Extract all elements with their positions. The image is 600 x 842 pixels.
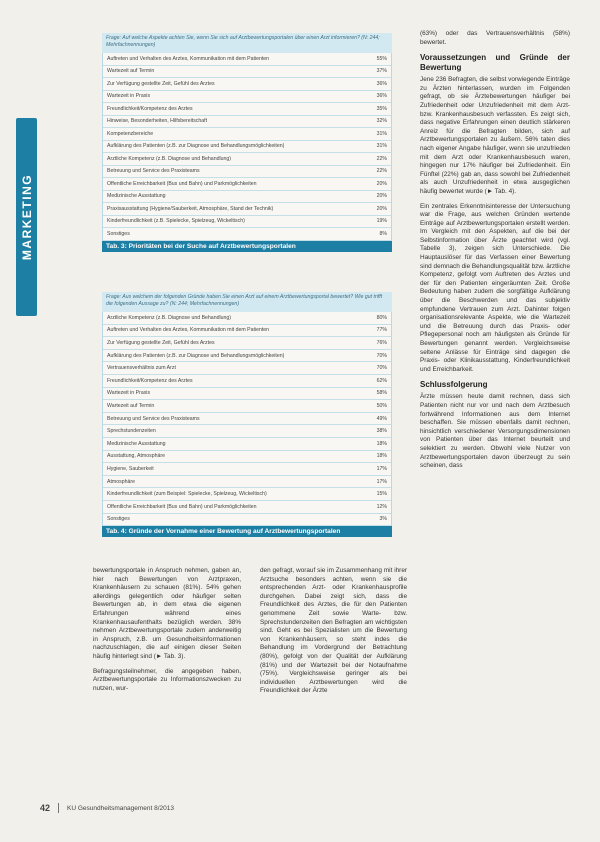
row-value: 70% (376, 352, 387, 359)
row-value: 31% (376, 143, 387, 150)
row-value: 22% (376, 155, 387, 162)
row-value: 37% (376, 68, 387, 75)
table-row (103, 325, 391, 338)
table-4-caption: Tab. 4: Gründe der Vornahme einer Bewertung auf Arztbewertungsportalen (102, 526, 392, 537)
row-label: Wartezeit auf Termin (107, 402, 155, 409)
row-label: Medizinische Ausstattung (107, 440, 166, 447)
row-label: Aufklärung des Patienten (z.B. zur Diagnose und Behandlungsmöglichkeiten) (107, 352, 285, 359)
row-value: 36% (376, 80, 387, 87)
page-footer (40, 803, 174, 813)
row-value: 76% (376, 339, 387, 346)
row-label: Betreuung und Service des Praxisteams (107, 415, 200, 422)
body-column-1 (93, 567, 241, 699)
row-label: Sonstiges (107, 516, 130, 523)
row-value: 62% (376, 377, 387, 384)
page-number: 42 (40, 803, 51, 813)
row-label: Zur Verfügung gestellte Zeit, Gefühl des Arztes (107, 339, 215, 346)
table-row (103, 438, 391, 451)
table-row (103, 463, 391, 476)
table-row (103, 178, 391, 191)
table-4-rows (102, 312, 392, 526)
journal-name: KU Gesundheitsmanagement 8/2013 (67, 804, 174, 812)
table-row (103, 501, 391, 514)
table-row (103, 400, 391, 413)
body-column-2 (260, 567, 407, 702)
table-row (103, 153, 391, 166)
table-3-caption: Tab. 3: Prioritäten bei der Suche auf Arztbewertungsportalen (102, 241, 392, 252)
row-value: 35% (376, 105, 387, 112)
row-label: Betreuung und Service des Praxisteams (107, 168, 200, 175)
table-row (103, 337, 391, 350)
paragraph: (63%) oder das Vertrauensverhältnis (58%) bewertet. (420, 30, 570, 46)
table-row (103, 362, 391, 375)
table-row (103, 388, 391, 401)
row-value: 20% (376, 205, 387, 212)
row-label: Ausstattung, Atmosphäre (107, 453, 165, 460)
section-tab (16, 118, 37, 316)
row-value: 77% (376, 327, 387, 334)
row-value: 12% (376, 503, 387, 510)
row-value: 19% (376, 218, 387, 225)
row-label: Sonstiges (107, 230, 130, 237)
table-row (103, 128, 391, 141)
row-label: Atmosphäre (107, 478, 135, 485)
row-label: Medizinische Ausstattung (107, 193, 166, 200)
table-row (103, 53, 391, 66)
paragraph: Befragungsteilnehmer, die angegeben haben, Arztbewertungsportale zu Informationszwecken zu nutzen, wur- (93, 667, 241, 692)
table-row (103, 216, 391, 229)
table-3-rows (102, 53, 392, 241)
table-row (103, 116, 391, 129)
table-row (103, 476, 391, 489)
row-label: Sprechstundenzeiten (107, 428, 156, 435)
row-label: Wartezeit in Praxis (107, 93, 151, 100)
row-value: 36% (376, 93, 387, 100)
row-label: Aufklärung des Patienten (z.B. zur Diagnose und Behandlungsmöglichkeiten) (107, 143, 285, 150)
paragraph: bewertungsportale in Anspruch nehmen, gaben an, hier nach Bewertungen von Arztpraxen, Krankenhäusern zu schauen (81%). 54% gehen allerdings gelegentlich oder häufiger selten Bewertungen ab, in dem etwa die eigenen Erfahrungen während eines Krankenhausaufenthalts bezüglich werden. 38% nehmen Arztbewertungsportale zudem anderweitig in Anspruch, z.B. um Gesundheitsinformationen nachzuschlagen, die auf einigen dieser Seiten häufig hinterlegt sind (► Tab. 3). (93, 567, 241, 660)
table-row (103, 375, 391, 388)
table-row (103, 451, 391, 464)
paragraph: Ein zentrales Erkenntnisinteresse der Untersuchung war die Frage, aus welchen Gründen wertende Einträge auf Arztbewertungsportalen erstellt werden. Im Vergleich mit den Aspekten, auf die bei der Selbstinformation über Ärzte geachtet wird (vgl. Tabelle 3), zeigen sich Unterschiede. Die Hauptauslöser für das Verfassen einer Bewertung sind demnach die Behandlungsqualität bzw. ärztliche Kompetenz, gefolgt vom Auftreten des Arztes und der für den Patienten eingeräumten Zeit. Große Bedeutung haben zudem die sorgfältige Aufklärung über die Beschwerden und das subjektiv empfundene Vertrauen zum Arzt. Dahinter folgen organisationsrelevante Aspekte, wie die Wartezeit und die Betreuung durch das Praxis- oder Pflegepersonal noch am häufigsten als Gründe für Bewertungen genannt werden. Vergleichsweise seltene Anlässe für Einträge sind dagegen die Praxis- oder Klinikausstattung, Kinderfreundlichkeit und Erreichbarkeit. (420, 202, 570, 373)
row-label: Ärztliche Kompetenz (z.B. Diagnose und Behandlung) (107, 314, 231, 321)
table-row (103, 141, 391, 154)
table-row (103, 514, 391, 527)
row-value: 80% (376, 314, 387, 321)
table-row (103, 166, 391, 179)
paragraph: Jene 236 Befragten, die selbst vorwiegende Einträge zu Ärzten hinterlassen, wurden im Folgenden gefragt, ob sie Ärztebewertungen häufiger bei Zufriedenheit oder Unzufriedenheit mit dem Arzt- bzw. Krankenhausbesuch verfassten. Es zeigt sich, dass negative Erfahrungen einen deutlich stärkeren Anreiz für die Befragten bilden, sich auf Arztbewertungsportalen zu äußern. 56% taten dies nach eigener Angabe häufiger, wenn sie unzufrieden mit dem Arzt oder Krankenhausbesuch waren, hingegen nur 17% häufiger bei Zufriedenheit. Ein Fünftel (22%) gab an, dass sowohl bei Zufriedenheit als auch Unzufriedenheit in etwa ausgeglichen häufig bewertet wurde (► Tab. 4). (420, 76, 570, 195)
body-column-3 (420, 30, 570, 477)
row-value: 22% (376, 168, 387, 175)
row-value: 3% (379, 516, 387, 523)
row-label: Ärztliche Kompetenz (z.B. Diagnose und Behandlung) (107, 155, 231, 162)
table-row (103, 488, 391, 501)
row-value: 55% (376, 55, 387, 62)
section-tab-label: MARKETING (19, 173, 34, 261)
table-row (103, 78, 391, 91)
row-label: Hygiene, Sauberkeit (107, 465, 154, 472)
row-label: Auftreten und Verhalten des Arztes, Kommunikation mit dem Patienten (107, 55, 270, 62)
section-heading: Schlussfolgerung (420, 380, 488, 390)
table-row (103, 228, 391, 241)
table-row (103, 413, 391, 426)
table-row (103, 425, 391, 438)
row-value: 20% (376, 180, 387, 187)
row-label: Auftreten und Verhalten des Arztes, Kommunikation mit dem Patienten (107, 327, 270, 334)
row-label: Hinweise, Besonderheiten, Hilfsbereitschaft (107, 118, 208, 125)
row-value: 18% (376, 453, 387, 460)
table-4-header: Frage: Aus welchem der folgenden Gründe haben Sie einen Arzt auf einem Arztbewertungsportal bewertet? Wie gut trifft die folgenden Aussage zu? (N: 244; Mehrfachnennungen) (102, 292, 392, 312)
row-value: 70% (376, 365, 387, 372)
row-value: 17% (376, 478, 387, 485)
row-value: 31% (376, 130, 387, 137)
row-value: 58% (376, 390, 387, 397)
row-value: 20% (376, 193, 387, 200)
table-row (103, 350, 391, 363)
table-row (103, 191, 391, 204)
row-label: Praxisausstattung (Hygiene/Sauberkeit, Atmosphäre, Stand der Technik) (107, 205, 274, 212)
row-value: 17% (376, 465, 387, 472)
row-label: Freundlichkeit/Kompetenz des Arztes (107, 377, 193, 384)
table-row (103, 103, 391, 116)
table-4 (102, 292, 392, 537)
section-heading: Voraussetzungen und Gründe der Bewertung (420, 53, 570, 73)
footer-divider (58, 803, 59, 813)
row-label: Öffentliche Erreichbarkeit (Bus und Bahn) und Parkmöglichkeiten (107, 503, 257, 510)
row-value: 49% (376, 415, 387, 422)
paragraph: Ärzte müssen heute damit rechnen, dass sich Patienten nicht nur vor und nach dem Arztbesuch fortwährend Informationen aus dem Internet beschaffen. Sie müssen ebenfalls damit rechnen, hinsichtlich verschiedener Versorgungsdimensionen von Patienten über das Internet beurteilt und selektiert zu werden. Obwohl viele Nutzer von Arztbewertungsportalen davon überzeugt zu sein scheinen, dass (420, 393, 570, 470)
table-row (103, 66, 391, 79)
row-value: 50% (376, 402, 387, 409)
row-label: Öffentliche Erreichbarkeit (Bus und Bahn) und Parkmöglichkeiten (107, 180, 257, 187)
table-row (103, 203, 391, 216)
row-label: Wartezeit in Praxis (107, 390, 151, 397)
row-label: Wartezeit auf Termin (107, 68, 155, 75)
table-row (103, 91, 391, 104)
row-value: 38% (376, 428, 387, 435)
table-3-header: Frage: Auf welche Aspekte achten Sie, wenn Sie sich auf Arztbewertungsportalen über einen Arzt informieren? (N: 244; Mehrfachnennungen) (102, 33, 392, 53)
row-label: Vertrauensverhältnis zum Arzt (107, 365, 176, 372)
row-label: Kinderfreundlichkeit (z.B. Spielecke, Spielzeug, Wickeltisch) (107, 218, 245, 225)
row-label: Kinderfreundlichkeit (zum Beispiel: Spielecke, Spielzeug, Wickeltisch) (107, 491, 267, 498)
table-3 (102, 33, 392, 252)
row-label: Freundlichkeit/Kompetenz des Arztes (107, 105, 193, 112)
paragraph: den gefragt, worauf sie im Zusammenhang mit ihrer Arztsuche besonders achten, wenn sie die entsprechenden Arzt- oder Krankenhausprofile durchgehen. Dabei zeigt sich, dass die Freundlichkeit des Arztes, die für den Patienten genommene Zeit sowie Warte- bzw. Sprechstundenzeiten den Befragten am wichtigsten sind. Geht es bei Spezialisten um die Bewertung von Krankenhäusern, so steht indes die Behandlung im Vordergrund der Betrachtung (80%), gefolgt von der Qualität der Aufklärung (81%) und der Wartezeit bei der Notaufnahme (75%). Vergleichsweise geringer als bei individuellen Arztbewertungen wird die Freundlichkeit der Ärzte (260, 567, 407, 695)
row-value: 8% (379, 230, 387, 237)
row-value: 32% (376, 118, 387, 125)
row-label: Kompetenzbereiche (107, 130, 154, 137)
row-value: 18% (376, 440, 387, 447)
row-label: Zur Verfügung gestellte Zeit, Gefühl des Arztes (107, 80, 215, 87)
table-row (103, 312, 391, 325)
row-value: 15% (376, 491, 387, 498)
